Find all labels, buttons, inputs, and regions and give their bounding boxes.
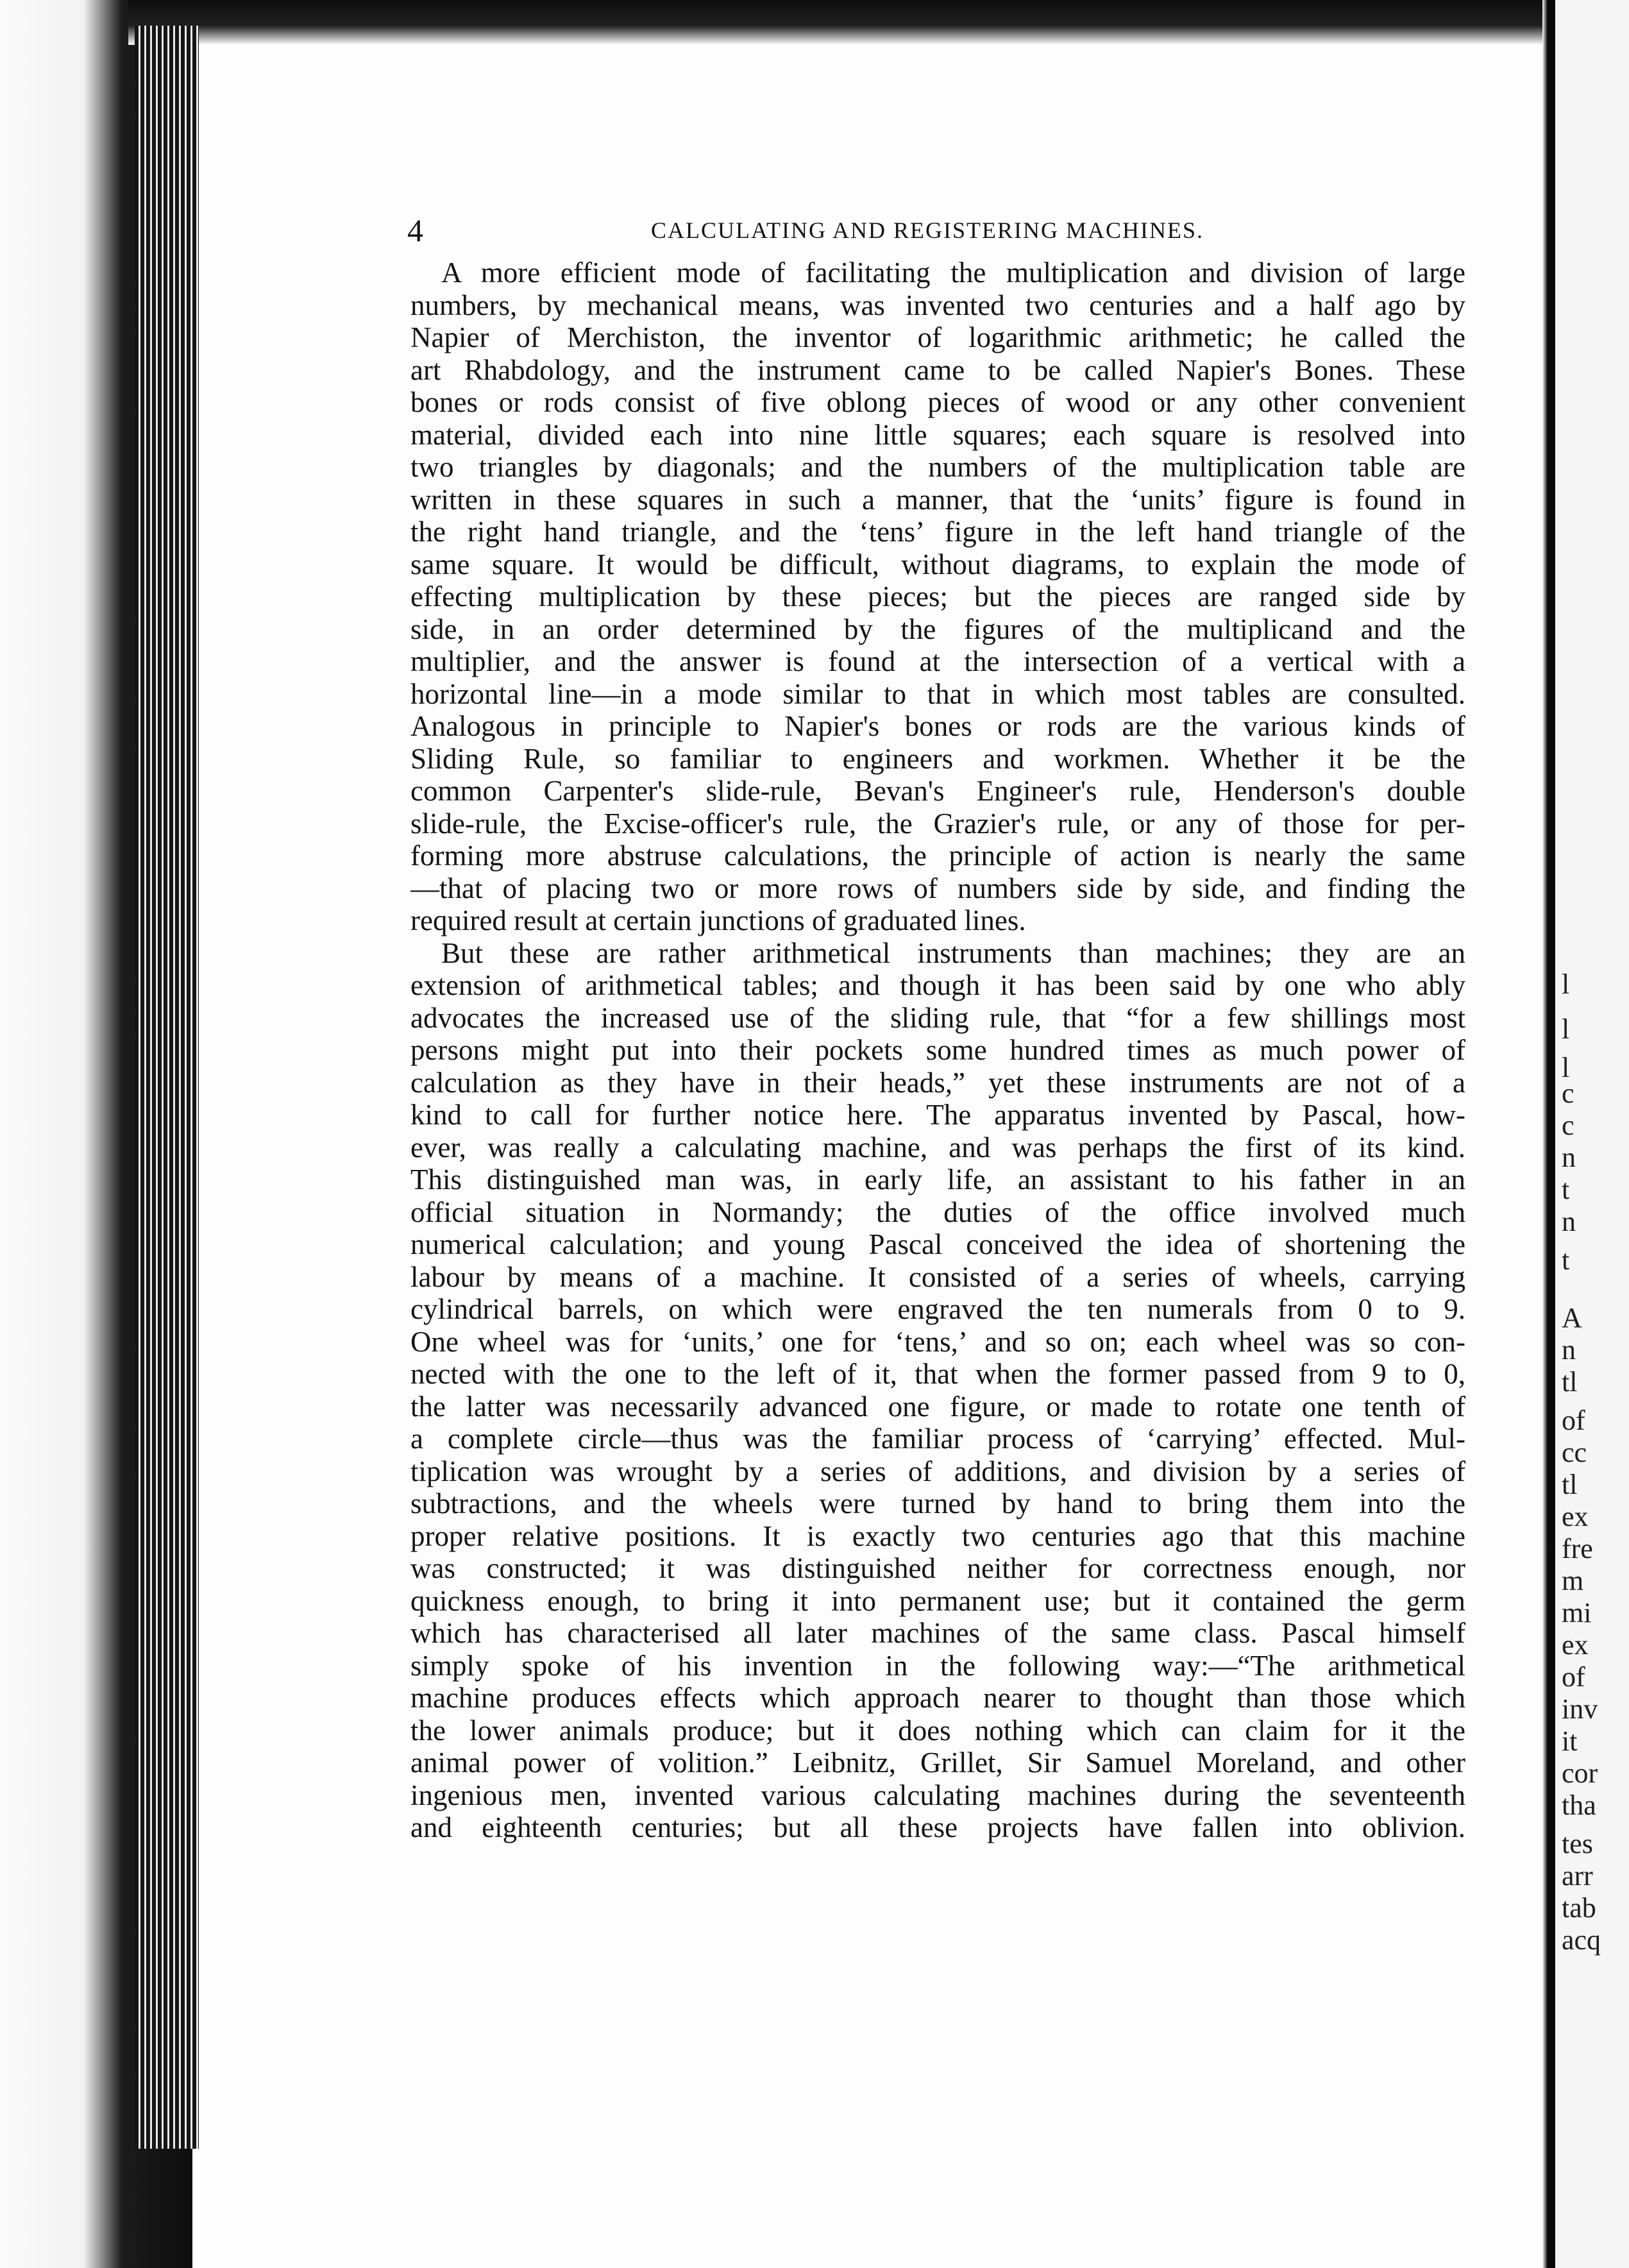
facing-page-text: n: [1562, 1334, 1576, 1366]
body-text: [410, 257, 1465, 1844]
text-line: written in these squares in such a manner, that the ‘units’ figure is found in: [410, 483, 1465, 516]
text-line: numbers, by mechanical means, was invented two centuries and a half ago by: [410, 289, 1465, 321]
facing-page-text: n: [1562, 1206, 1576, 1237]
facing-page-text: fre: [1562, 1533, 1593, 1564]
facing-page-text: l: [1562, 1013, 1570, 1045]
book-page-edges: [135, 26, 199, 2149]
text-line: effecting multiplication by these pieces; but the pieces are ranged side by: [410, 580, 1465, 613]
text-line: extension of arithmetical tables; and though it has been said by one who ably: [410, 969, 1465, 1001]
text-line: Analogous in principle to Napier's bones or rods are the various kinds of: [410, 710, 1465, 742]
facing-page-text: acq: [1562, 1924, 1601, 1956]
text-line: slide-rule, the Excise-officer's rule, the Grazier's rule, or any of those for per-: [410, 807, 1465, 840]
text-line: art Rhabdology, and the instrument came to be called Napier's Bones. These: [410, 353, 1465, 386]
text-line: —that of placing two or more rows of numbers side by side, and finding the: [410, 872, 1465, 904]
text-line: same square. It would be difficult, without diagrams, to explain the mode of: [410, 548, 1465, 580]
text-line: Napier of Merchiston, the inventor of logarithmic arithmetic; he called the: [410, 321, 1465, 353]
text-line: kind to call for further notice here. The apparatus invented by Pascal, how-: [410, 1099, 1465, 1131]
text-line: calculation as they have in their heads,” yet these instruments are not of a: [410, 1066, 1465, 1099]
text-line: ingenious men, invented various calculating machines during the seventeenth: [410, 1779, 1465, 1811]
facing-page-text: c: [1562, 1078, 1574, 1109]
text-line: official situation in Normandy; the duties of the office involved much: [410, 1196, 1465, 1228]
text-line: animal power of volition.” Leibnitz, Grillet, Sir Samuel Moreland, and other: [410, 1747, 1465, 1779]
facing-page-text: inv: [1562, 1693, 1598, 1725]
text-line: and eighteenth centuries; but all these projects have fallen into oblivion.: [410, 1811, 1465, 1843]
facing-page-text: it: [1562, 1725, 1578, 1757]
text-line: two triangles by diagonals; and the numbers of the multiplication table are: [410, 451, 1465, 483]
facing-page-text: m: [1562, 1565, 1584, 1596]
text-line: side, in an order determined by the figures of the multiplicand and the: [410, 613, 1465, 645]
text-line: numerical calculation; and young Pascal conceived the idea of shortening the: [410, 1228, 1465, 1260]
text-line: bones or rods consist of five oblong pieces of wood or any other convenient: [410, 386, 1465, 418]
page-header: [407, 212, 1465, 250]
text-line: forming more abstruse calculations, the principle of action is nearly the same: [410, 840, 1465, 872]
text-line: which has characterised all later machines of the same class. Pascal himself: [410, 1617, 1465, 1649]
text-line: subtractions, and the wheels were turned by hand to bring them into the: [410, 1487, 1465, 1519]
text-line: One wheel was for ‘units,’ one for ‘tens,’ and so on; each wheel was so con-: [410, 1325, 1465, 1358]
text-line: cylindrical barrels, on which were engraved the ten numerals from 0 to 9.: [410, 1293, 1465, 1325]
text-line: horizontal line—in a mode similar to that in which most tables are consulted.: [410, 677, 1465, 710]
text-line: advocates the increased use of the sliding rule, that “for a few shillings most: [410, 1001, 1465, 1034]
text-line: machine produces effects which approach nearer to thought than those which: [410, 1682, 1465, 1714]
facing-page-text: t: [1562, 1174, 1570, 1205]
facing-page-text: of: [1562, 1661, 1585, 1693]
text-line: multiplier, and the answer is found at the intersection of a vertical with a: [410, 645, 1465, 677]
text-line: A more efficient mode of facilitating the multiplication and division of large: [441, 257, 1465, 289]
facing-page-text: tha: [1562, 1790, 1596, 1821]
facing-page-text: c: [1562, 1110, 1574, 1141]
text-line: a complete circle—thus was the familiar process of ‘carrying’ effected. Mul-: [410, 1423, 1465, 1455]
text-line: common Carpenter's slide-rule, Bevan's Engineer's rule, Henderson's double: [410, 775, 1465, 807]
facing-page-text: ex: [1562, 1629, 1589, 1661]
facing-page-text: ex: [1562, 1501, 1589, 1532]
text-line: simply spoke of his invention in the following way:—“The arithmetical: [410, 1649, 1465, 1682]
text-line: nected with the one to the left of it, that when the former passed from 9 to 0,: [410, 1358, 1465, 1390]
facing-page-text: tl: [1562, 1366, 1578, 1398]
facing-page-text: of: [1562, 1405, 1585, 1436]
facing-page-text: mi: [1562, 1597, 1592, 1629]
facing-page-text: A: [1562, 1302, 1582, 1333]
text-line: This distinguished man was, in early life, an assistant to his father in an: [410, 1164, 1465, 1196]
text-line: quickness enough, to bring it into permanent use; but it contained the germ: [410, 1584, 1465, 1617]
facing-page-text: t: [1562, 1244, 1570, 1276]
page-number: 4: [407, 212, 423, 248]
facing-page-text: arr: [1562, 1860, 1593, 1891]
text-line: material, divided each into nine little squares; each square is resolved into: [410, 418, 1465, 451]
facing-page-text: tab: [1562, 1892, 1596, 1924]
text-line: the right hand triangle, and the ‘tens’ figure in the left hand triangle of the: [410, 516, 1465, 548]
text-line: Sliding Rule, so familiar to engineers and workmen. Whether it be the: [410, 742, 1465, 775]
text-line: tiplication was wrought by a series of additions, and division by a series of: [410, 1455, 1465, 1487]
facing-page-fragment: [1555, 0, 1629, 2268]
facing-page-text: cc: [1562, 1437, 1587, 1468]
running-title: CALCULATING AND REGISTERING MACHINES.: [651, 217, 1204, 243]
facing-page-text: tes: [1562, 1828, 1593, 1859]
text-line: the lower animals produce; but it does nothing which can claim for it the: [410, 1714, 1465, 1747]
text-line: But these are rather arithmetical instruments than machines; they are an: [441, 936, 1465, 969]
text-line: ever, was really a calculating machine, and was perhaps the first of its kind.: [410, 1131, 1465, 1164]
book-spine-shadow: [1542, 0, 1555, 2268]
facing-page-text: l: [1562, 969, 1570, 1000]
facing-page-text: tl: [1562, 1469, 1578, 1500]
facing-page-text: cor: [1562, 1757, 1598, 1789]
text-line: the latter was necessarily advanced one figure, or made to rotate one tenth of: [410, 1390, 1465, 1423]
text-line: required result at certain junctions of graduated lines.: [410, 904, 1026, 936]
text-line: persons might put into their pockets some hundred times as much power of: [410, 1034, 1465, 1066]
facing-page-text: n: [1562, 1142, 1576, 1173]
text-line: was constructed; it was distinguished neither for correctness enough, nor: [410, 1552, 1465, 1584]
text-line: proper relative positions. It is exactly two centuries ago that this machine: [410, 1519, 1465, 1552]
text-line: labour by means of a machine. It consisted of a series of wheels, carrying: [410, 1260, 1465, 1293]
scan-top-border: [128, 0, 1629, 45]
facing-page-text: l: [1562, 1052, 1570, 1083]
